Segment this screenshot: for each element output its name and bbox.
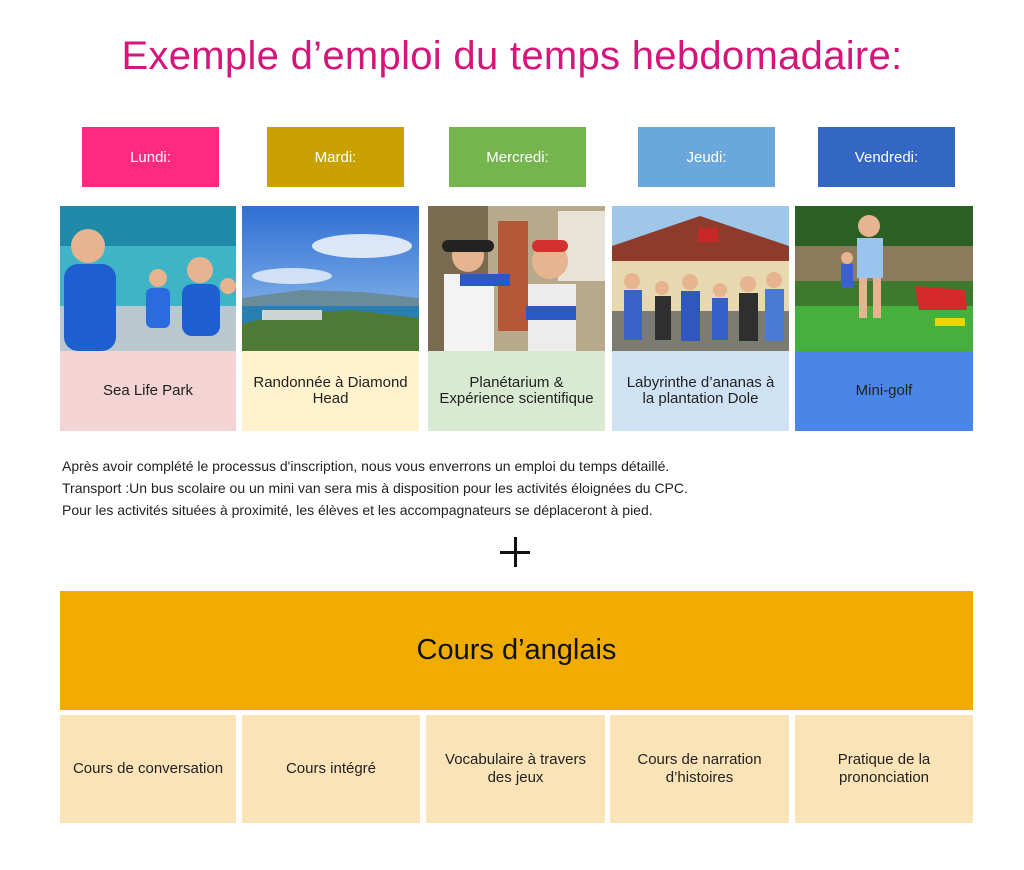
english-course-banner: Cours d’anglais [60, 591, 973, 710]
info-line-walking: Pour les activités situées à proximité, les élèves et les accompagnateurs se déplaceront à pied. [62, 502, 653, 518]
page-title: Exemple d’emploi du temps hebdomadaire: [121, 34, 903, 78]
photo-planetarium [428, 206, 605, 351]
photo-mini-golf [795, 206, 973, 351]
course-narration: Cours de narration d’histoires [610, 715, 789, 823]
course-integre: Cours intégré [242, 715, 420, 823]
info-line-registration: Après avoir complété le processus d'inscription, nous vous enverrons un emploi du temps détaillé. [62, 458, 670, 474]
day-header-vendredi: Vendredi: [818, 127, 955, 187]
info-text [62, 455, 688, 521]
activity-diamond-head: Randonnée à Diamond Head [242, 351, 419, 431]
course-vocabulaire: Vocabulaire à travers des jeux [426, 715, 605, 823]
day-header-mercredi: Mercredi: [449, 127, 586, 187]
activity-planetarium: Planétarium & Expérience scientifique [428, 351, 605, 431]
plus-icon [496, 532, 536, 572]
activity-dole-plantation: Labyrinthe d’ananas à la plantation Dole [612, 351, 789, 431]
day-header-lundi: Lundi: [82, 127, 219, 187]
activity-mini-golf: Mini-golf [795, 351, 973, 431]
course-prononciation: Pratique de la prononciation [795, 715, 973, 823]
activity-sea-life-park: Sea Life Park [60, 351, 236, 431]
course-conversation: Cours de conversation [60, 715, 236, 823]
photo-sea-life-park [60, 206, 236, 351]
day-header-jeudi: Jeudi: [638, 127, 775, 187]
day-header-mardi: Mardi: [267, 127, 404, 187]
info-line-transport: Transport :Un bus scolaire ou un mini van sera mis à disposition pour les activités éloignées du CPC. [62, 480, 688, 496]
photo-dole-plantation [612, 206, 789, 351]
photo-diamond-head [242, 206, 419, 351]
